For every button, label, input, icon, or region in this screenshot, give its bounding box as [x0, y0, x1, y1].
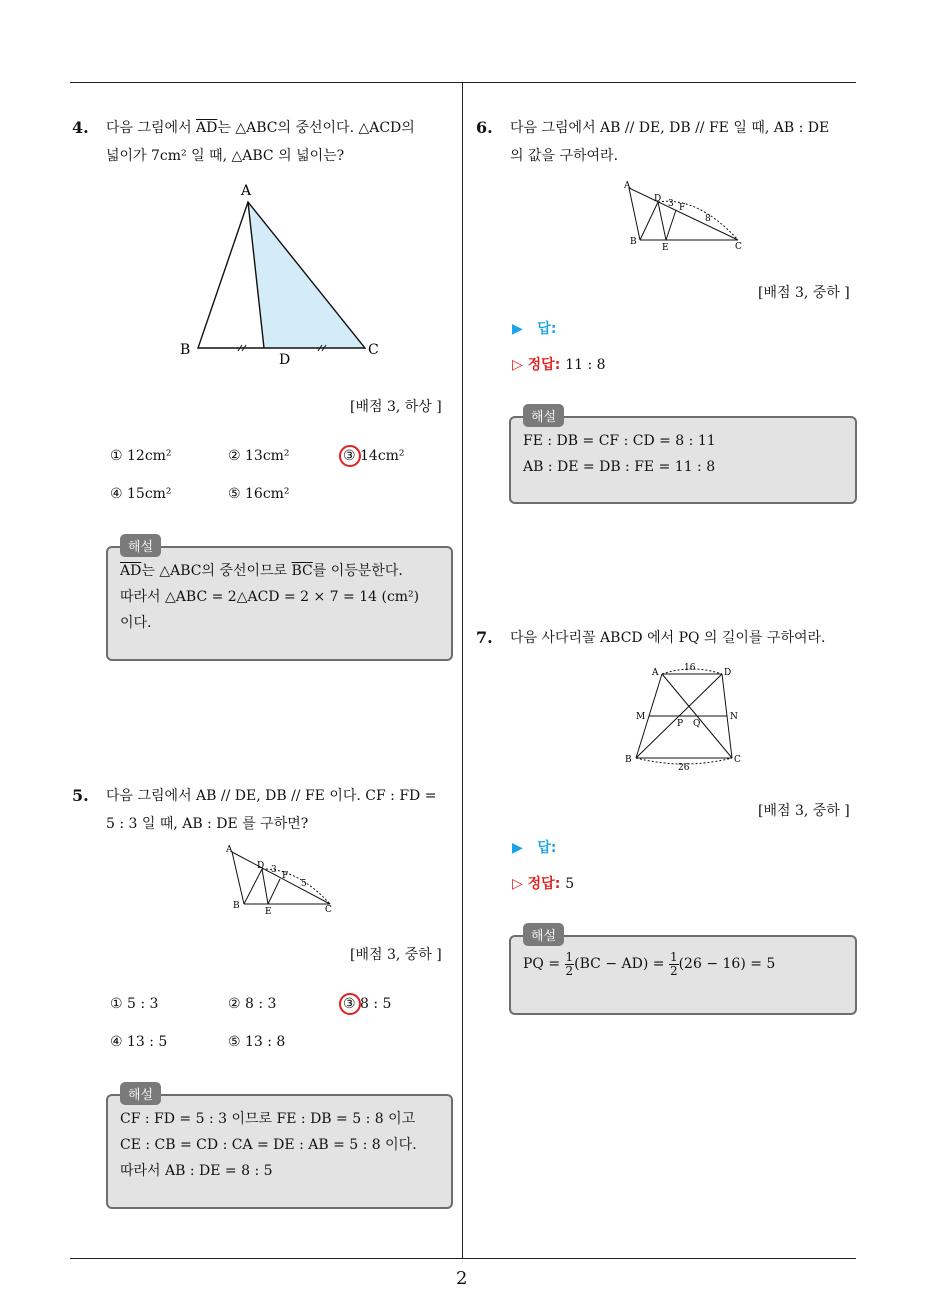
fig7-label-d: D: [724, 668, 732, 678]
play-arrow-icon: ▶: [512, 840, 523, 856]
question-4-solution: $\overline{AD}$는 △ABC의 중선이므로 $\overline{BC}$를 이등분한다. 따라서 △ABC = 2△ACD = 2 × 7 = 14 (cm²) 이다.: [106, 546, 453, 661]
q5-choice-1[interactable]: ① 5 : 3: [110, 996, 159, 1012]
fig5-length-5: 5: [301, 879, 307, 889]
fig7-label-n: N: [730, 712, 738, 722]
fig6-label-f: F: [679, 203, 686, 213]
question-5-figure: [222, 842, 342, 918]
fig6-label-b: B: [630, 237, 637, 247]
question-6-solution: FE : DB = CF : CD = 8 : 11 AB : DE = DB : FE = 11 : 8: [509, 416, 857, 504]
fig4-label-a: A: [241, 183, 252, 199]
question-7-figure: [620, 660, 750, 776]
q5-choice-5[interactable]: ⑤ 13 : 8: [228, 1034, 286, 1050]
q4-choice-2[interactable]: ② 13cm²: [228, 448, 290, 464]
fig6-label-e: E: [662, 243, 669, 253]
question-4-number: 4.: [72, 118, 89, 137]
question-7-text: 다음 사다리꼴 ABCD 에서 PQ 의 길이를 구하여라.: [510, 630, 826, 646]
question-4-solution-tag: 해설: [120, 534, 161, 557]
question-7-solution-tag: 해설: [523, 923, 564, 946]
fig7-label-m: M: [636, 712, 646, 722]
fig6-label-a: A: [624, 181, 631, 191]
fig4-label-b: B: [180, 342, 191, 358]
fraction-half: $\frac{1}{2}$: [565, 949, 574, 978]
question-5-number: 5.: [72, 786, 89, 805]
question-6-number: 6.: [476, 118, 493, 137]
question-4-figure: [170, 178, 390, 368]
fig7-label-q: Q: [693, 719, 701, 729]
fig4-label-d: D: [279, 352, 291, 368]
fig5-label-c: C: [325, 905, 332, 915]
fig6-label-c: C: [735, 242, 742, 252]
fig5-label-a: A: [226, 845, 233, 855]
question-6-correct: ▷ 정답: 11 : 8: [512, 357, 606, 373]
question-5-solution-tag: 해설: [120, 1082, 161, 1105]
fig6-label-d: D: [654, 194, 662, 204]
fig6-length-3: 3: [668, 199, 674, 209]
bottom-rule: [70, 1258, 856, 1259]
fig5-label-d: D: [257, 861, 265, 871]
q4-choice-4[interactable]: ④ 15cm²: [110, 486, 172, 502]
fig5-label-b: B: [233, 901, 240, 911]
fig7-label-c: C: [734, 755, 741, 765]
fig7-length-16: 16: [684, 663, 696, 673]
fig7-label-a: A: [652, 668, 659, 678]
fig6-length-8: 8: [705, 214, 711, 224]
outline-arrow-icon: ▷: [512, 876, 523, 892]
question-7-correct: ▷ 정답: 5: [512, 876, 575, 892]
q5-choice-4[interactable]: ④ 13 : 5: [110, 1034, 168, 1050]
top-rule: [70, 82, 856, 83]
question-7-number: 7.: [476, 628, 493, 647]
question-5-points: [배점 3, 중하 ]: [350, 947, 442, 963]
q4-selected-mark: [339, 445, 361, 467]
q5-choice-3[interactable]: ③ 8 : 5: [343, 996, 392, 1012]
q5-choice-2[interactable]: ② 8 : 3: [228, 996, 277, 1012]
question-7-points: [배점 3, 중하 ]: [758, 803, 850, 819]
question-5-text: 다음 그림에서 AB // DE, DB // FE 이다. CF : FD = 5 : 3 일 때, AB : DE 를 구하면?: [106, 788, 437, 832]
question-6-figure: [618, 176, 748, 256]
fig7-length-26: 26: [678, 763, 690, 773]
q4-choice-3[interactable]: ③ 14cm²: [343, 448, 405, 464]
fig7-label-p: P: [677, 719, 684, 729]
question-7-solution: PQ = $\frac{1}{2}$ (BC − AD) = $\frac{1}{2}$ (26 − 16) = 5: [509, 935, 857, 1015]
page-number: 2: [456, 1268, 468, 1289]
question-7-answer[interactable]: ▶ 답:: [512, 840, 557, 856]
fig4-label-c: C: [368, 342, 379, 358]
fig7-label-b: B: [625, 755, 632, 765]
question-6-solution-tag: 해설: [523, 404, 564, 427]
fig5-length-3: 3: [271, 865, 277, 875]
question-4-points: [배점 3, 하상 ]: [350, 399, 442, 415]
fraction-half: $\frac{1}{2}$: [669, 949, 678, 978]
question-5-solution: CF : FD = 5 : 3 이므로 FE : DB = 5 : 8 이고 CE : CB = CD : CA = DE : AB = 5 : 8 이다. 따라서 AB : DE = 8 : 5: [106, 1094, 453, 1209]
q4-choice-1[interactable]: ① 12cm²: [110, 448, 172, 464]
fig5-label-f: F: [282, 871, 289, 881]
outline-arrow-icon: ▷: [512, 357, 523, 373]
question-6-text: 다음 그림에서 AB // DE, DB // FE 일 때, AB : DE 의 값을 구하여라.: [510, 120, 830, 164]
question-6-answer[interactable]: ▶ 답:: [512, 321, 557, 337]
play-arrow-icon: ▶: [512, 321, 523, 337]
q5-selected-mark: [339, 993, 361, 1015]
column-divider: [462, 82, 463, 1259]
question-6-points: [배점 3, 중하 ]: [758, 285, 850, 301]
question-4-text: 다음 그림에서 $\overline{AD}$는 △ABC의 중선이다. △ACD의 넓이가 7cm² 일 때, △ABC 의 넓이는?: [106, 120, 415, 164]
q4-choice-5[interactable]: ⑤ 16cm²: [228, 486, 290, 502]
fig5-label-e: E: [265, 907, 272, 917]
